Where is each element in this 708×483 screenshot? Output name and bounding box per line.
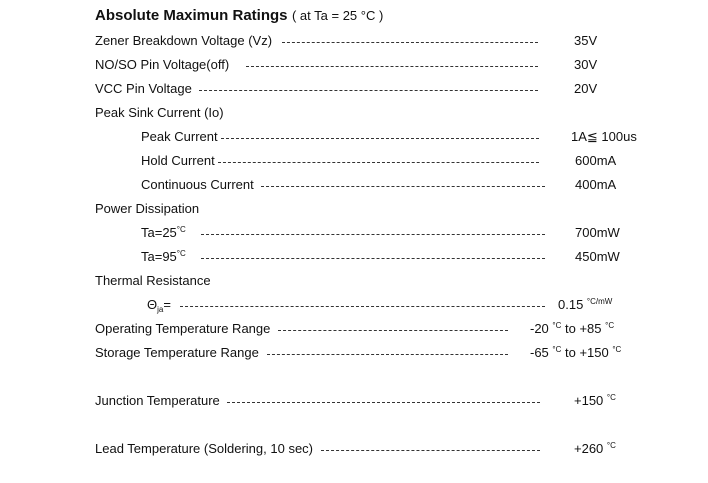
- rating-label: $\Theta_{ja}=$: [147, 297, 171, 314]
- section-thermal-resistance: [95, 271, 615, 291]
- leader-dashes: [246, 66, 538, 67]
- rating-value: 400mA: [575, 177, 617, 192]
- leader-dashes: [227, 402, 540, 403]
- rating-row-theta-ja: [147, 295, 667, 315]
- rating-label: Hold Current: [141, 153, 215, 168]
- section-power-dissipation: [95, 199, 615, 219]
- rating-label: $Ta=25^{^\circ C}$: [141, 225, 186, 240]
- rating-value: +260 $^{^\circ C}$: [574, 441, 616, 456]
- section-label: Power Dissipation: [95, 201, 200, 216]
- rating-label: Zener Breakdown Voltage (Vz): [95, 33, 273, 48]
- rating-label: NO/SO Pin Voltage(off): [95, 57, 230, 72]
- rating-row-peak-current: [141, 127, 661, 147]
- leader-dashes: [201, 234, 545, 235]
- section-label: Peak Sink Current (Io): [95, 105, 224, 120]
- rating-value: +150 $^{^\circ C}$: [574, 393, 616, 408]
- rating-row-operating-temp: [95, 319, 655, 339]
- rating-row-storage-temp: [95, 343, 655, 363]
- rating-value: 30V: [574, 57, 598, 72]
- title-condition: ( at Ta = 25 °C ): [291, 8, 384, 23]
- page-title: [95, 7, 383, 25]
- rating-label: Continuous Current: [141, 177, 254, 192]
- degree-unit: °C: [176, 225, 186, 234]
- rating-value: 600mA: [575, 153, 617, 168]
- rating-row-pd-95: [141, 247, 661, 267]
- rating-value: 700mW: [575, 225, 620, 240]
- leader-dashes: [218, 162, 539, 163]
- leader-dashes: [180, 306, 545, 307]
- rating-row-zener: [95, 31, 615, 51]
- rating-row-vcc: [95, 79, 615, 99]
- rating-row-junction-temp: [95, 391, 655, 411]
- rating-row-continuous-current: [141, 175, 661, 195]
- leader-dashes: [282, 42, 538, 43]
- leader-dashes: [261, 186, 545, 187]
- leader-dashes: [278, 330, 508, 331]
- leader-dashes: [199, 90, 538, 91]
- rating-label: VCC Pin Voltage: [95, 81, 192, 96]
- leader-dashes: [321, 450, 540, 451]
- rating-row-hold-current: [141, 151, 661, 171]
- rating-label: Junction Temperature: [95, 393, 220, 408]
- rating-label: Lead Temperature (Soldering, 10 sec): [95, 441, 313, 456]
- rating-row-noso: [95, 55, 615, 75]
- section-peak-sink-current: [95, 103, 615, 123]
- leader-dashes: [267, 354, 508, 355]
- rating-value: 450mW: [575, 249, 620, 264]
- title-text: Absolute Maximun Ratings: [95, 7, 288, 24]
- section-label: Thermal Resistance: [95, 273, 211, 288]
- degree-unit: °C: [176, 249, 186, 258]
- leader-dashes: [221, 138, 539, 139]
- rating-value: 1A≦ 100us: [571, 129, 637, 144]
- rating-value: -65 $^{^\circ C}$ to +150 $^{^\circ C}$: [530, 345, 622, 360]
- rating-label: Peak Current: [141, 129, 218, 144]
- rating-value: 35V: [574, 33, 598, 48]
- rating-label: Operating Temperature Range: [95, 321, 271, 336]
- rating-value: -20 $^{^\circ C}$ to +85 $^{^\circ C}$: [530, 321, 615, 336]
- rating-label: $Ta=95^{^\circ C}$: [141, 249, 186, 264]
- rating-value: 20V: [574, 81, 598, 96]
- rating-row-pd-25: [141, 223, 661, 243]
- rating-value: 0.15 $^{^\circ C/mW}$: [558, 297, 613, 312]
- theta-symbol: Θ: [147, 297, 158, 312]
- rating-row-lead-temp: [95, 439, 655, 459]
- rating-label: Storage Temperature Range: [95, 345, 259, 360]
- leader-dashes: [201, 258, 545, 259]
